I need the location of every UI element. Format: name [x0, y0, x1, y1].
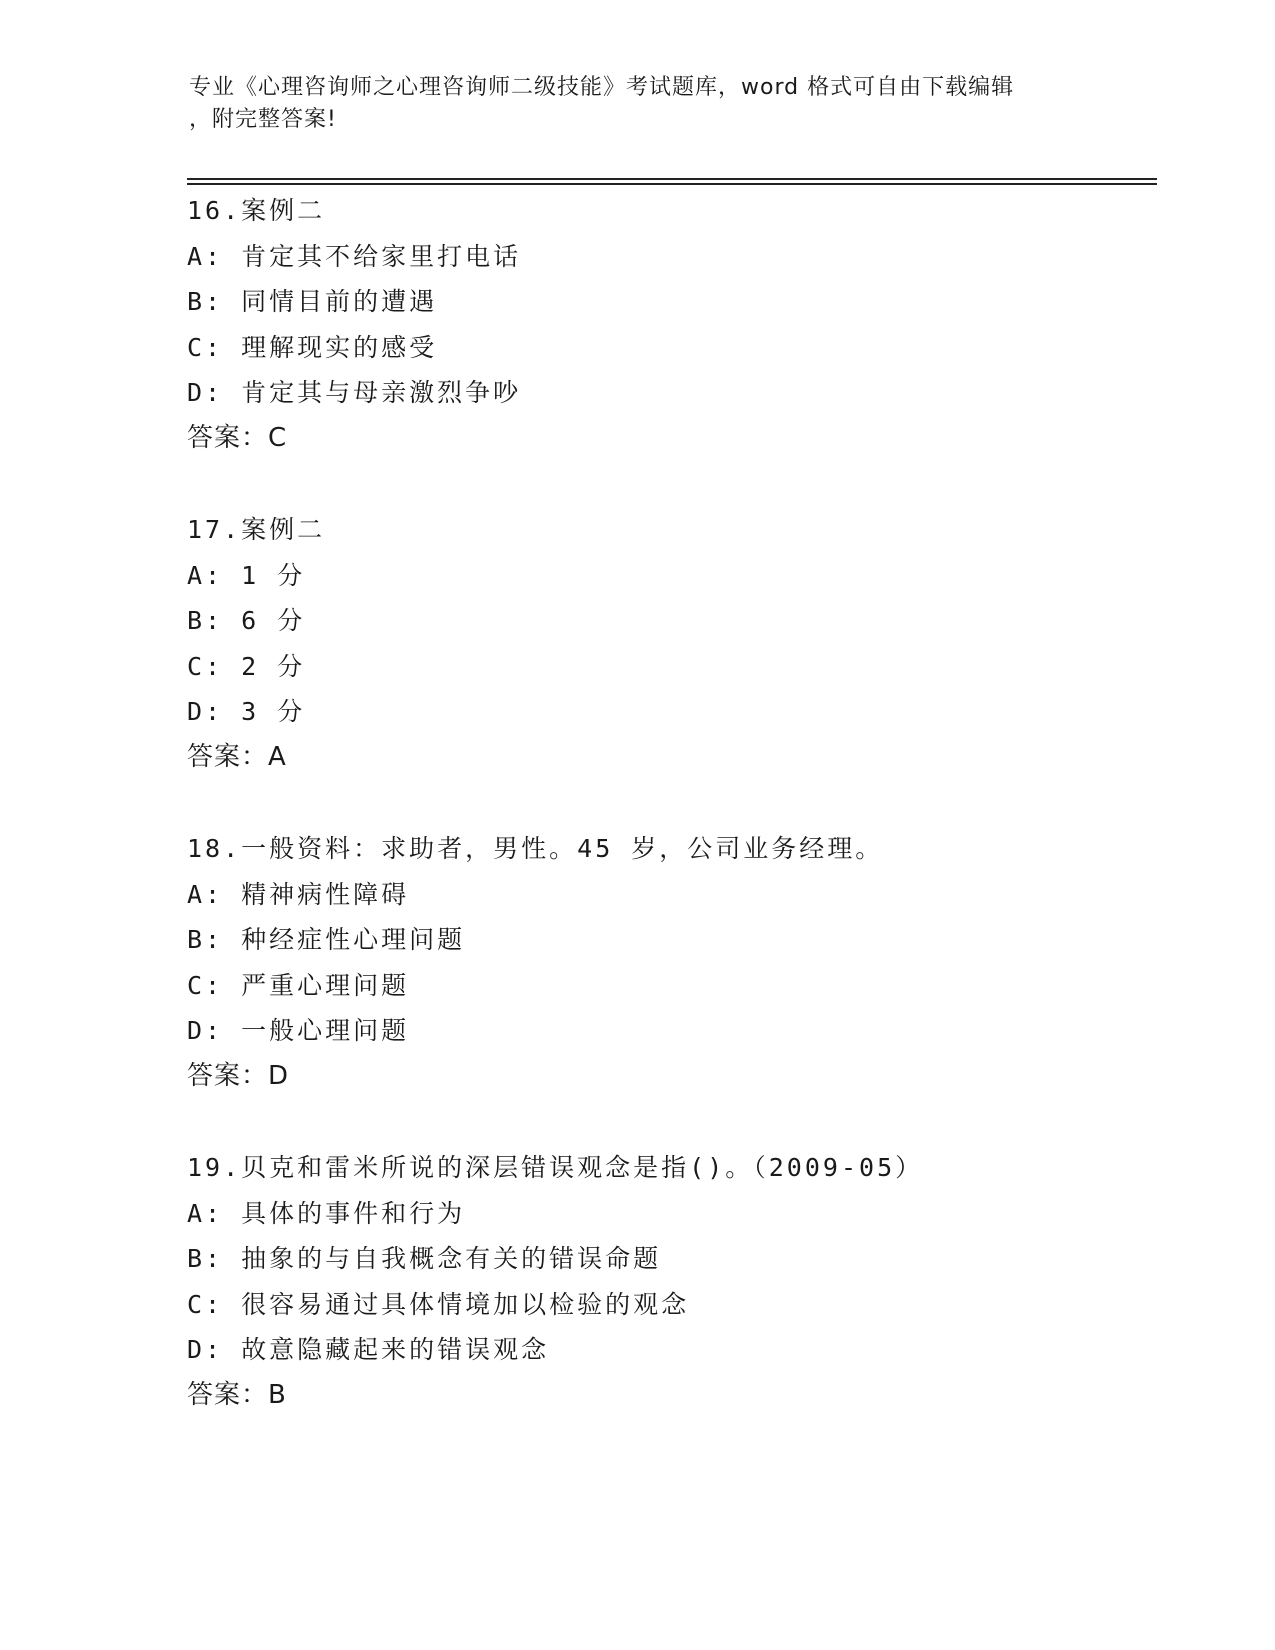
answer-line: 答案：C [187, 422, 288, 453]
question-stem: 18.一般资料：求助者，男性。45 岁，公司业务经理。 [187, 834, 884, 863]
header-line-2: ，附完整答案! [189, 107, 337, 132]
option-c: C: 严重心理问题 [187, 970, 410, 1000]
answer-line: 答案：B [187, 1379, 287, 1410]
option-d: D: 故意隐藏起来的错误观念 [187, 1335, 550, 1364]
question-stem: 17.案例二 [187, 515, 326, 544]
option-a: A: 肯定其不给家里打电话 [187, 241, 522, 271]
option-d: D: 一般心理问题 [187, 1016, 410, 1045]
answer-line: 答案：A [187, 741, 287, 772]
option-a: A: 具体的事件和行为 [187, 1198, 466, 1228]
option-c: C: 2 分 [187, 651, 306, 681]
question-stem: 19.贝克和雷米所说的深层错误观念是指()。（2009-05） [187, 1153, 924, 1182]
header-line-1: 专业《心理咨询师之心理咨询师二级技能》考试题库，word 格式可自由下载编辑 [189, 75, 1015, 100]
header-divider-top [187, 178, 1157, 180]
question-19 [187, 1145, 1147, 1418]
header-divider-bottom [187, 183, 1157, 185]
option-b: B: 同情目前的遭遇 [187, 287, 438, 316]
document-header [189, 72, 1089, 136]
option-c: C: 很容易通过具体情境加以检验的观念 [187, 1289, 690, 1319]
question-17 [187, 507, 1147, 780]
option-a: A: 精神病性障碍 [187, 879, 410, 909]
option-c: C: 理解现实的感受 [187, 332, 438, 362]
question-16 [187, 188, 1147, 461]
option-b: B: 抽象的与自我概念有关的错误命题 [187, 1244, 662, 1273]
option-d: D: 肯定其与母亲激烈争吵 [187, 378, 522, 407]
option-b: B: 种经症性心理问题 [187, 925, 466, 954]
option-b: B: 6 分 [187, 606, 306, 635]
answer-line: 答案：D [187, 1060, 290, 1091]
question-18 [187, 826, 1147, 1099]
question-stem: 16.案例二 [187, 196, 326, 225]
option-a: A: 1 分 [187, 560, 306, 590]
option-d: D: 3 分 [187, 697, 306, 726]
